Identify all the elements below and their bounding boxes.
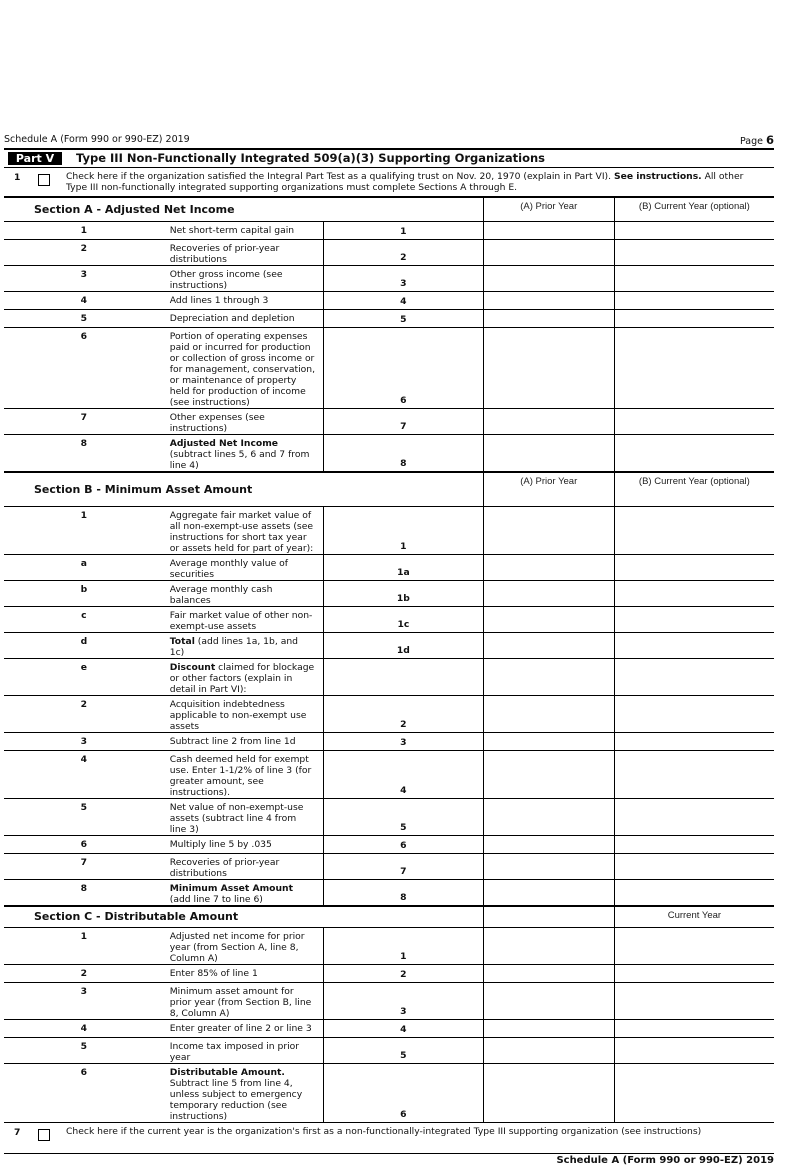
line-description [164, 750, 324, 798]
line-description [164, 409, 324, 435]
check-text-post: All other Type III non-functionally integrated supporting organizations must complete Sections A through E. [66, 171, 744, 193]
line-number: 2 [4, 240, 164, 266]
line-reference: 5 [324, 310, 484, 328]
line-number: 6 [4, 835, 164, 853]
line-reference: 2 [324, 965, 484, 983]
line-text: Average monthly value of securities [169, 557, 288, 580]
part-v-table [4, 197, 774, 1123]
column-b-amount[interactable] [614, 658, 774, 695]
check-text: Check here if the current year is the organization's first as a non-functionally-integrated Type III supporting organization (see instructions) [66, 1126, 702, 1137]
line-text: Fair market value of other non-exempt-use assets [169, 609, 313, 632]
line-reference: 7 [324, 409, 484, 435]
column-a-heading: (A) Prior Year [483, 198, 614, 222]
part-label: Part V [8, 152, 62, 165]
column-a-amount[interactable] [483, 695, 614, 732]
section-title: Section A - Adjusted Net Income [4, 198, 483, 222]
line-description [164, 732, 324, 750]
line-number: 2 [4, 965, 164, 983]
line-reference: 4 [324, 1020, 484, 1038]
section-b-line [4, 853, 774, 879]
page-indicator [740, 133, 774, 147]
line-number: e [4, 658, 164, 695]
column-a-amount[interactable] [483, 879, 614, 906]
line-description [164, 983, 324, 1020]
section-c-line [4, 965, 774, 983]
section-b-line [4, 750, 774, 798]
column-b-amount[interactable] [614, 606, 774, 632]
section-b-line [4, 879, 774, 906]
line-description [164, 606, 324, 632]
line-reference: 6 [324, 1064, 484, 1123]
line-number: 7 [14, 1127, 21, 1138]
column-b-amount[interactable] [614, 409, 774, 435]
part-header [4, 148, 774, 168]
line-description [164, 240, 324, 266]
line-text: Other gross income (see instructions) [169, 269, 283, 291]
checkbox-integral-part-test[interactable] [38, 174, 50, 186]
line-number: a [4, 554, 164, 580]
line-text: (subtract lines 5, 6 and 7 from line 4) [169, 449, 310, 471]
line-text: Aggregate fair market value of all non-exempt-use assets (see instructions for short tax year or assets held for part of year): [169, 509, 314, 554]
column-b-amount[interactable] [614, 328, 774, 409]
line-number: 1 [4, 506, 164, 554]
line-text: Portion of operating expenses paid or incurred for production or collection of gross income or for management, conservation, or maintenance of property held for production of income (see instructions) [169, 331, 315, 408]
line-reference: 1 [324, 222, 484, 240]
line-reference: 3 [324, 266, 484, 292]
column-b-amount[interactable] [614, 983, 774, 1020]
line-text: Adjusted net income for prior year (from Section A, line 8, Column A) [169, 931, 305, 964]
column-a-amount[interactable] [483, 328, 614, 409]
column-a-amount[interactable] [483, 965, 614, 983]
line-description [164, 222, 324, 240]
column-a-amount[interactable] [483, 1064, 614, 1123]
line-description [164, 632, 324, 658]
line-text: claimed for blockage or other factors (explain in detail in Part VI): [169, 661, 315, 695]
column-a-amount[interactable] [483, 658, 614, 695]
line-reference: 1 [324, 928, 484, 965]
column-b-heading: (B) Current Year (optional) [614, 472, 774, 506]
section-title: Section C - Distributable Amount [4, 906, 483, 928]
form-name: Schedule A (Form 990 or 990-EZ) 2019 [4, 134, 190, 145]
section-b-line [4, 798, 774, 835]
line-text: Cash deemed held for exempt use. Enter 1-1/2% of line 3 (for greater amount, see instructions). [169, 753, 312, 798]
line-description [164, 506, 324, 554]
line-description [164, 928, 324, 965]
column-a-amount[interactable] [483, 580, 614, 606]
section-b-line [4, 658, 774, 695]
line-bold-text: Adjusted Net Income [169, 438, 279, 449]
column-b-amount[interactable] [614, 835, 774, 853]
column-b-amount[interactable] [614, 222, 774, 240]
line-reference: 6 [324, 328, 484, 409]
column-b-amount[interactable] [614, 310, 774, 328]
section-b-header [4, 472, 774, 506]
section-b-line [4, 695, 774, 732]
section-a-line [4, 328, 774, 409]
section-b-line [4, 732, 774, 750]
line-reference: 8 [324, 435, 484, 473]
column-b-amount[interactable] [614, 632, 774, 658]
line-reference: 1c [324, 606, 484, 632]
check-text [66, 171, 756, 193]
line-reference: 4 [324, 750, 484, 798]
column-b-amount[interactable] [614, 240, 774, 266]
column-b-amount[interactable] [614, 580, 774, 606]
line-reference: 3 [324, 732, 484, 750]
line-description [164, 266, 324, 292]
column-a-amount[interactable] [483, 732, 614, 750]
line-number: d [4, 632, 164, 658]
page-header [4, 131, 774, 148]
line-bold-text: Discount [169, 661, 216, 673]
line-number: 8 [4, 879, 164, 906]
column-a-amount[interactable] [483, 632, 614, 658]
line-text: Subtract line 5 from line 4, unless subject to emergency temporary reduction (see instructions) [169, 1078, 303, 1122]
column-b-amount[interactable] [614, 435, 774, 473]
line-number: 5 [4, 798, 164, 835]
line-text: (add line 7 to line 6) [169, 893, 263, 905]
column-a-amount[interactable] [483, 240, 614, 266]
line-reference: 5 [324, 798, 484, 835]
column-b-amount[interactable] [614, 1038, 774, 1064]
column-a-amount[interactable] [483, 435, 614, 473]
line-description [164, 965, 324, 983]
line-number: 7 [4, 853, 164, 879]
line-text: Income tax imposed in prior year [169, 1041, 300, 1063]
column-b-amount[interactable] [614, 750, 774, 798]
column-a-amount[interactable] [483, 554, 614, 580]
column-a-amount[interactable] [483, 983, 614, 1020]
line-bold-text: Total [169, 635, 195, 647]
line-text: Multiply line 5 by .035 [169, 838, 272, 850]
column-b-heading: (B) Current Year (optional) [614, 198, 774, 222]
section-c-line [4, 1064, 774, 1123]
page-number: 6 [765, 133, 774, 147]
column-b-amount[interactable] [614, 1064, 774, 1123]
line-number: 8 [4, 435, 164, 473]
line-text: Average monthly cash balances [169, 583, 273, 606]
column-b-amount[interactable] [614, 506, 774, 554]
line-text: (add lines 1a, 1b, and 1c) [169, 635, 298, 658]
line-number: 3 [4, 266, 164, 292]
line-description [164, 1064, 324, 1123]
section-c-line [4, 1038, 774, 1064]
section-a-line [4, 292, 774, 310]
schedule-a-page-6 [4, 131, 774, 1166]
line-text: Recoveries of prior-year distributions [169, 856, 280, 879]
section-c-line [4, 983, 774, 1020]
check-text-pre: Check here if the organization satisfied the Integral Part Test as a qualifying trust on Nov. 20, 1970 (explain in Part VI). [66, 171, 612, 182]
line-description [164, 435, 324, 473]
line-description [164, 658, 324, 695]
section-title: Section B - Minimum Asset Amount [4, 472, 483, 506]
column-a-amount[interactable] [483, 292, 614, 310]
line-reference: 8 [324, 879, 484, 906]
section-a-line [4, 409, 774, 435]
section-a-line [4, 310, 774, 328]
line-description [164, 835, 324, 853]
page-footer: Schedule A (Form 990 or 990-EZ) 2019 [556, 1155, 774, 1166]
line-reference: 2 [324, 240, 484, 266]
line-description [164, 580, 324, 606]
column-a-amount[interactable] [483, 1038, 614, 1064]
line-text: Enter greater of line 2 or line 3 [169, 1023, 312, 1034]
part-title: Type III Non-Functionally Integrated 509(a)(3) Supporting Organizations [76, 151, 545, 165]
column-b-heading: Current Year [614, 906, 774, 928]
section-a-line [4, 240, 774, 266]
line-text: Subtract line 2 from line 1d [169, 735, 296, 747]
line-text: Recoveries of prior-year distributions [169, 243, 280, 265]
section-c-line [4, 928, 774, 965]
column-b-amount[interactable] [614, 554, 774, 580]
page-label: Page [739, 136, 763, 147]
line-reference: 3 [324, 983, 484, 1020]
column-b-amount[interactable] [614, 732, 774, 750]
section-b-line [4, 835, 774, 853]
line-number: 4 [4, 1020, 164, 1038]
line-reference: 2 [324, 695, 484, 732]
line-number: 4 [4, 292, 164, 310]
line-reference: 1b [324, 580, 484, 606]
column-a-amount[interactable] [483, 222, 614, 240]
column-b-amount[interactable] [614, 695, 774, 732]
line-description [164, 554, 324, 580]
line-description [164, 798, 324, 835]
column-a-amount[interactable] [483, 506, 614, 554]
line-number: 1 [4, 222, 164, 240]
line-number: 3 [4, 983, 164, 1020]
line-text: Other expenses (see instructions) [169, 412, 265, 434]
column-a-amount[interactable] [483, 1020, 614, 1038]
column-b-amount[interactable] [614, 853, 774, 879]
column-b-amount[interactable] [614, 879, 774, 906]
column-a-amount[interactable] [483, 853, 614, 879]
column-a-heading [483, 906, 614, 928]
section-b-line [4, 580, 774, 606]
line-number: 5 [4, 310, 164, 328]
column-b-amount[interactable] [614, 292, 774, 310]
line-number: 2 [4, 695, 164, 732]
line-number: 1 [4, 928, 164, 965]
line-reference: 1 [324, 506, 484, 554]
line-number: c [4, 606, 164, 632]
column-a-heading: (A) Prior Year [483, 472, 614, 506]
line-reference: 1d [324, 632, 484, 658]
check-row-7 [4, 1123, 774, 1154]
line-number: 4 [4, 750, 164, 798]
section-b-line [4, 632, 774, 658]
line-text: Add lines 1 through 3 [169, 295, 269, 306]
line-description [164, 879, 324, 906]
line-reference: 7 [324, 853, 484, 879]
line-reference: 5 [324, 1038, 484, 1064]
column-a-amount[interactable] [483, 928, 614, 965]
section-a-line [4, 222, 774, 240]
line-description [164, 1020, 324, 1038]
line-description [164, 695, 324, 732]
section-b-line [4, 506, 774, 554]
line-number: 7 [4, 409, 164, 435]
line-text: Enter 85% of line 1 [169, 968, 258, 979]
column-b-amount[interactable] [614, 965, 774, 983]
section-c-line [4, 1020, 774, 1038]
line-description [164, 853, 324, 879]
line-text: Minimum asset amount for prior year (from Section B, line 8, Column A) [169, 986, 312, 1019]
checkbox-first-year[interactable] [38, 1129, 50, 1141]
line-bold-text: Minimum Asset Amount [169, 882, 293, 894]
column-b-amount[interactable] [614, 1020, 774, 1038]
line-text: Depreciation and depletion [169, 313, 295, 324]
line-reference: 1a [324, 554, 484, 580]
section-b-line [4, 606, 774, 632]
section-a-header [4, 198, 774, 222]
line-text: Net short-term capital gain [169, 225, 295, 236]
line-number: 6 [4, 328, 164, 409]
line-description [164, 1038, 324, 1064]
line-number: 3 [4, 732, 164, 750]
line-number: 1 [14, 172, 21, 183]
line-bold-text: Distributable Amount. [169, 1067, 285, 1078]
line-number: 6 [4, 1064, 164, 1123]
line-text: Net value of non-exempt-use assets (subtract line 4 from line 3) [169, 801, 304, 835]
column-a-amount[interactable] [483, 266, 614, 292]
column-a-amount[interactable] [483, 606, 614, 632]
line-description [164, 328, 324, 409]
check-text-bold: See instructions. [613, 171, 702, 182]
line-reference [324, 658, 484, 695]
line-reference: 6 [324, 835, 484, 853]
column-b-amount[interactable] [614, 928, 774, 965]
column-b-amount[interactable] [614, 798, 774, 835]
column-a-amount[interactable] [483, 798, 614, 835]
line-reference: 4 [324, 292, 484, 310]
line-number: b [4, 580, 164, 606]
column-b-amount[interactable] [614, 266, 774, 292]
line-number: 5 [4, 1038, 164, 1064]
line-text: Acquisition indebtedness applicable to non-exempt use assets [169, 698, 307, 732]
column-a-amount[interactable] [483, 310, 614, 328]
section-a-line [4, 435, 774, 473]
section-b-line [4, 554, 774, 580]
column-a-amount[interactable] [483, 409, 614, 435]
section-c-header [4, 906, 774, 928]
line-description [164, 310, 324, 328]
column-a-amount[interactable] [483, 835, 614, 853]
column-a-amount[interactable] [483, 750, 614, 798]
check-row-1 [4, 168, 774, 197]
line-description [164, 292, 324, 310]
section-a-line [4, 266, 774, 292]
